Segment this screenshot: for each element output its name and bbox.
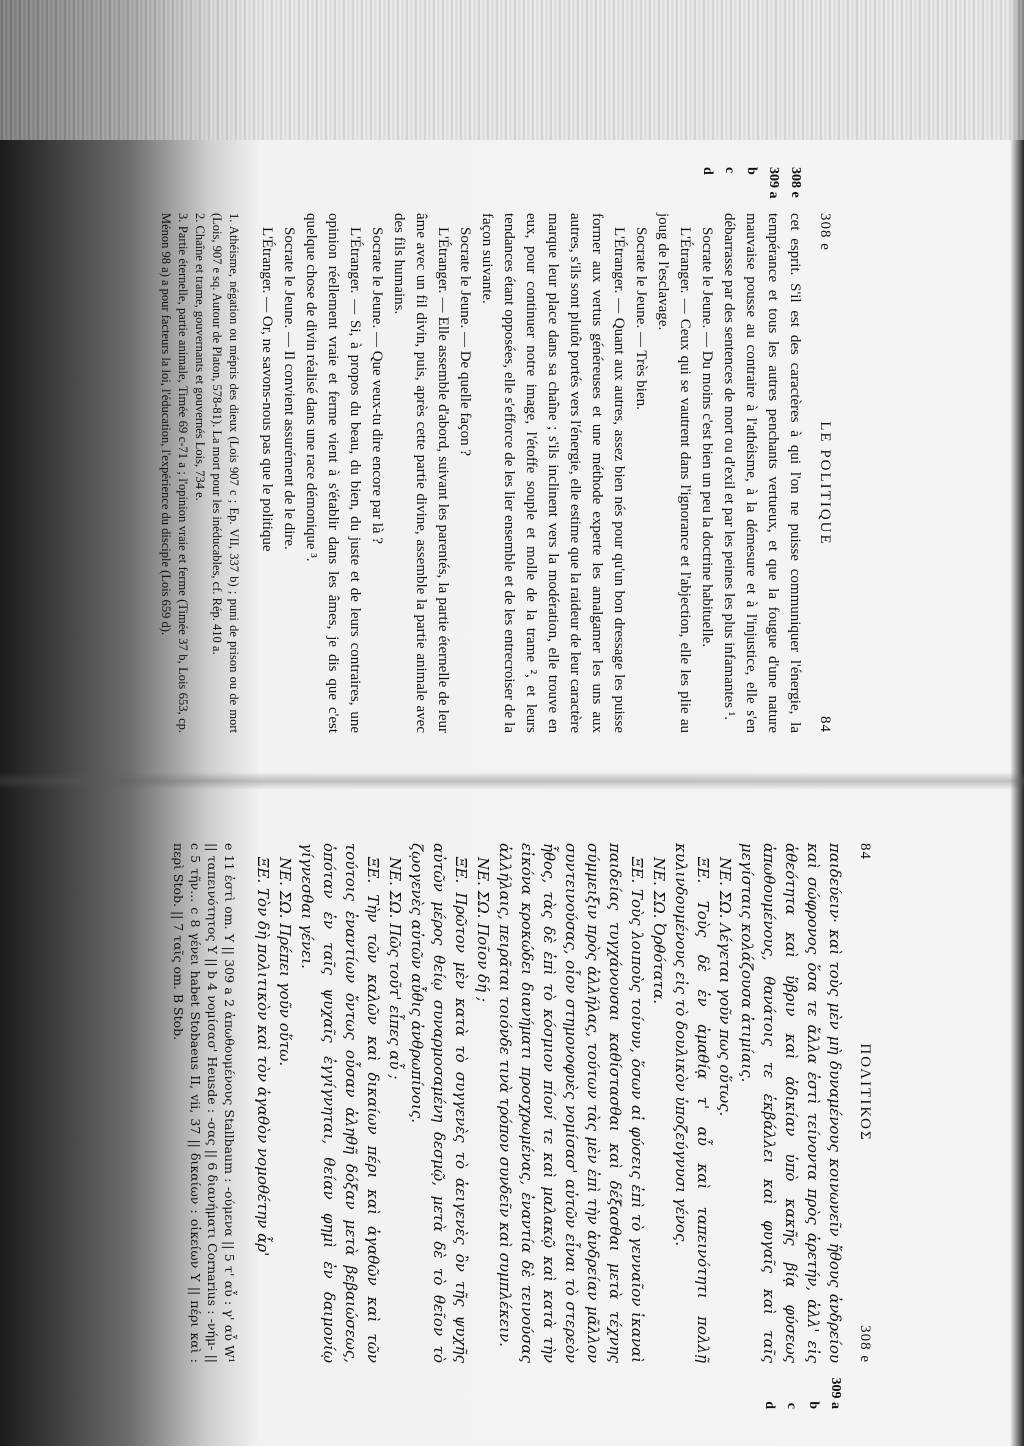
dialogue-line: ΝΕ. ΣΩ. Πῶς τοῦτ' εἶπες αὖ ; bbox=[386, 857, 404, 1080]
page-number: 84 bbox=[817, 715, 833, 733]
dialogue-line: L'Étranger. — Ceux qui se vautrent dans l'ignorance et l'abjection, elle les plie au joug de l'esclavage. bbox=[655, 213, 693, 733]
body-text bbox=[256, 213, 806, 733]
margin-ref: b bbox=[806, 1401, 821, 1409]
dialogue-line: ΝΕ. ΣΩ. Ὀρθότατα. bbox=[650, 857, 668, 1004]
critical-apparatus bbox=[170, 843, 238, 1363]
greek-page bbox=[166, 843, 876, 1409]
dialogue-line: ΞΕ. Τὴν τῶν καλῶν καὶ δικαίων πέρι καὶ ἀγαθῶν καὶ τῶν τούτοις ἐναντίων ὄντως οὖσαν ἀληθῆ δόξαν μετὰ βεβαιώσεως, ὁπόταν ἐν ταῖς ψυχαῖς ἐγγίγνηται, θείαν φημὶ ἐν δαιμονίῳ γίγνεσθαι γένει. bbox=[298, 843, 382, 1363]
dialogue-line: ΞΕ. Τοὺς δὲ ἐν ἀμαθίᾳ τ' αὖ καὶ ταπεινότητι πολλῇ κυλινδουμένους εἰς τὸ δουλικὸν ὑποζεύγνυσι γένος. bbox=[672, 843, 712, 1363]
footnote: 2. Chaîne et trame, gouvernants et gouvernés Lois, 734 e. bbox=[193, 213, 207, 501]
page-reference: 308 e bbox=[817, 213, 833, 251]
dialogue-line: L'Étranger. — Elle assemble d'abord, suivant les parentés, la partie éternelle de leur âme avec un fil divin, puis, après cette partie divine, assemble la partie animale avec des fils humains. bbox=[391, 213, 451, 733]
paragraph: cet esprit. S'il est des caractères à qui l'on ne puisse communiquer l'énergie, la tempérance et tous les autres penchants vertueux, et que la fougue d'une nature mauvaise pousse au contraire à l'athéisme, à la démesure et à l'injustice, elle s'en débarrasse par des sentences de mort ou d'exil et par les peines les plus infamantes ¹. bbox=[721, 213, 803, 733]
margin-ref: d bbox=[700, 167, 715, 175]
margin-ref: 309 a bbox=[828, 1377, 843, 1409]
paragraph: παιδεύειν· καὶ τοὺς μὲν μὴ δυναμένους κοινωνεῖν ἤθους ἀνδρείου καὶ σώφρονος ὅσα τε ἄλλα ἐστὶ τείνοντα πρὸς ἀρετήν, ἀλλ' εἰς ἀθεότητα καὶ ὕβριν καὶ ἀδικίαν ὑπὸ κακῆς βίᾳ φύσεως ἀπωθουμένους, θανάτοις τε ἐκβάλλει καὶ φυγαῖς καὶ ταῖς μεγίσταις κολάζουσα ἀτιμίαις. bbox=[738, 843, 844, 1363]
running-head bbox=[814, 213, 836, 733]
body-text bbox=[252, 843, 846, 1363]
dialogue-line: Socrate le Jeune. — De quelle façon ? bbox=[457, 227, 473, 457]
dialogue-line: Socrate le Jeune. — Très bien. bbox=[633, 227, 649, 410]
french-page bbox=[126, 167, 836, 733]
dialogue-line: ΞΕ. Πρῶτον μὲν κατὰ τὸ συγγενὲς τὸ ἀειγενὲς ὂν τῆς ψυχῆς αὐτῶν μέρος θείῳ συναρμοσαμένη δεσμῷ, μετὰ δὲ τὸ θεῖον τὸ ζῳογενὲς αὐτῶν αὖθις ἀνθρωπίνοις. bbox=[408, 843, 470, 1363]
margin-ref: b bbox=[744, 167, 759, 175]
margin-ref: c bbox=[784, 1402, 799, 1409]
dialogue-line: Socrate le Jeune. — Du moins c'est bien un peu la doctrine habituelle. bbox=[699, 227, 715, 648]
page-number: 84 bbox=[857, 843, 873, 860]
margin-ref: 309 a bbox=[766, 167, 781, 199]
margin-references bbox=[758, 1369, 846, 1409]
book-gutter bbox=[0, 772, 1024, 790]
footnote: 1. Athéisme, négation ou mépris des dieux (Lois 907 c ; Ep. VII, 337 b) ; puni de prison ou de mort (Lois, 907 e sq. Autour de Platon, 578-81). La mort pour les inéducables, cf. Rép. 410 a. bbox=[210, 213, 241, 733]
dialogue-line: L'Étranger. — Si, à propos du beau, du bien, du juste et de leurs contraires, une opinion réellement vraie et ferme vient à s'établir dans les âmes, je dis que c'est quelque chose de divin réalisé dans une race démonique ³. bbox=[303, 213, 363, 733]
dialogue-line: Socrate le Jeune. — Il convient assurément de le dire. bbox=[281, 227, 297, 550]
dialogue-line: Socrate le Jeune. — Que veux-tu dire encore par là ? bbox=[369, 227, 385, 544]
dialogue-line: ΝΕ. ΣΩ. Λέγεται γοῦν πως οὕτως. bbox=[716, 857, 734, 1117]
margin-ref: c bbox=[722, 167, 737, 174]
apparatus-note: e 11 ἐστὶ om. Y || 309 a 2 ἀπωθουμένους Stallbaum : -ούμενα || 5 τ' αὖ : γ' αὖ W¹ || ταπεινότητος Y || b 4 νομίσασ' Heusde : -σας || 6 διανήματι Cornarius : -νήμ- || c 5 τῆν... c 8 γένει habet Stobaeus II, vii, 37 || δικαίων : οἰκείων Y || πέρι καὶ : περὶ Stob. || 7 ταῖς om. B Stob. bbox=[171, 843, 237, 1363]
dialogue-line: L'Étranger. — Or, ne savons-nous pas que le politique bbox=[259, 227, 275, 552]
dialogue-line: ΞΕ. Τὸν δὴ πολιτικὸν καὶ τὸν ἀγαθὸν νομοθέτην ἆρ' bbox=[254, 857, 272, 1257]
margin-ref: 308 e bbox=[788, 167, 803, 198]
footnote: 3. Partie éternelle, partie animale, Timée 69 c-71 a ; l'opinion vraie et ferme (Timée 37 b, Lois 653, cp. Ménon 98 a) a pour facteurs la loi, l'éducation, l'expérience du disciple (Lois 659 d). bbox=[159, 213, 190, 733]
margin-ref: d bbox=[762, 1401, 777, 1409]
dialogue-line: ΞΕ. Τοὺς λοιποὺς τοίνυν, ὅσων αἱ φύσεις ἐπὶ τὸ γενναῖον ἱκαναὶ παιδείας τυγχάνουσαι καθίστασθαι καὶ δέξασθαι μετὰ τέχνης σύμμειξιν πρὸς ἀλλήλας, τούτων τὰς μὲν ἐπὶ τὴν ἀνδρείαν μᾶλλον συντεινούσας, οἷον στημονοφυὲς νομίσασ' αὐτῶν εἶναι τὸ στερεὸν ἦθος, τὰς δὲ ἐπὶ τὸ κόσμιον πίονί τε καὶ μαλακῷ καὶ κατὰ τὴν εἰκόνα κροκώδει διανήματι προσχρωμένας, ἐναντία δὲ τεινούσας ἀλλήλαις, πειρᾶται τοιόνδε τινὰ τρόπον συνδεῖν καὶ συμπλέκειν. bbox=[496, 843, 646, 1363]
dialogue-line: L'Étranger. — Quant aux autres, assez bien nés pour qu'un bon dressage les puisse former aux vertus généreuses et une méthode experte les amalgamer les uns aux autres, s'ils sont plutôt portés vers l'énergie, elle estime que la raideur de leur caractère marque leur place dans sa chaîne ; s'ils inclinent vers la modération, elle trouve en eux, pour continuer notre image, l'étoffe souple et molle de la trame ², et leurs tendances étant opposées, elle s'efforce de les lier ensemble et de les entrecroiser de la façon suivante. bbox=[479, 213, 627, 733]
dialogue-line: ΝΕ. ΣΩ. Πρέπει γοῦν οὕτω. bbox=[276, 857, 294, 1067]
running-title: ΠΟΛΙΤΙΚΟΣ bbox=[857, 1043, 873, 1142]
page-edges bbox=[0, 0, 1024, 140]
running-head bbox=[854, 843, 876, 1363]
margin-references bbox=[696, 167, 806, 207]
page-reference: 308 e bbox=[857, 1325, 873, 1363]
running-title: LE POLITIQUE bbox=[817, 421, 833, 546]
footnotes bbox=[157, 213, 242, 733]
dialogue-line: ΝΕ. ΣΩ. Ποῖον δή ; bbox=[474, 857, 492, 1002]
